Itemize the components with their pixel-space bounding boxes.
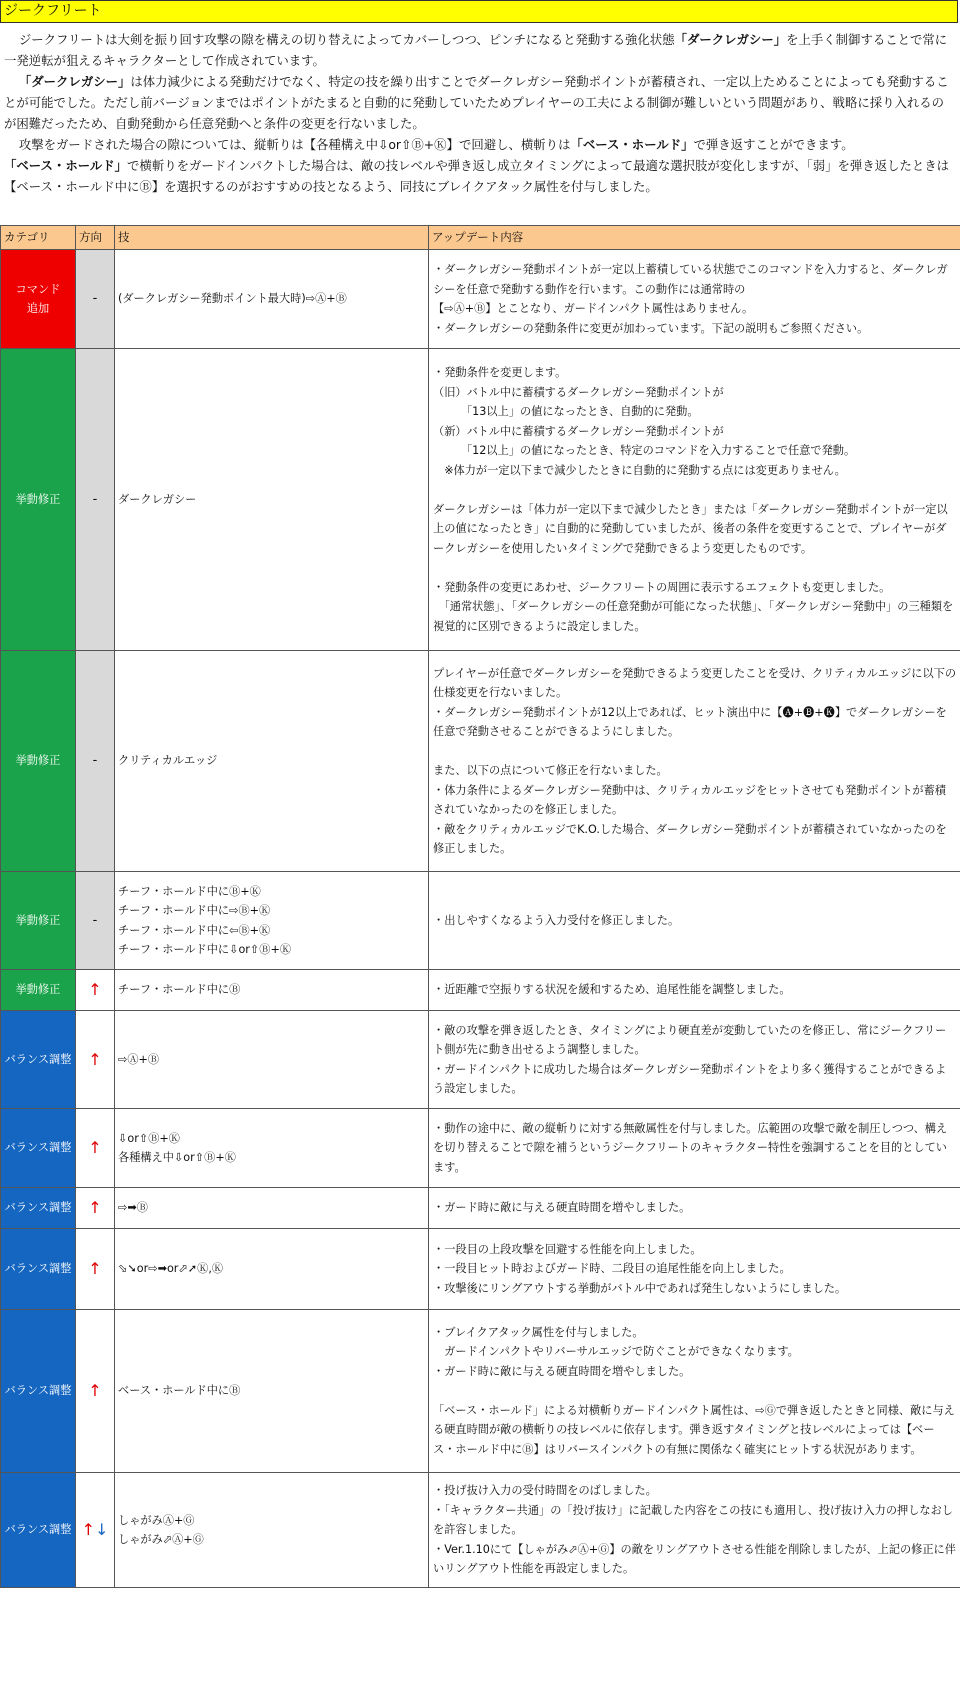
- description-line: 「通常状態」、「ダークレガシーの任意発動が可能になった状態」、「ダークレガシー発動中」の三種類を視覚的に区別できるように設定しました。: [433, 600, 954, 633]
- description-line: プレイヤーが任意でダークレガシーを発動できるよう変更したことを受け、クリティカルエッジに以下の仕様変更を行ないました。: [433, 666, 957, 699]
- update-description-cell: [429, 970, 960, 1011]
- intro-paragraph-2: 「ダークレガシー」は体力減少による発動だけでなく、特定の技を繰り出すことでダークレガシー発動ポイントが蓄積され、一定以上ためることによっても発動することが可能でした。ただし前バージョンまではポイントがたまると自動的に発動していたためプレイヤーの工夫による制御が難しいという問題があり、戦略に採り入れるのが困難だったため、自動発動から任意発動へと条件の変更を行ないました。: [4, 74, 949, 131]
- update-description-cell: [429, 1011, 960, 1109]
- header-category: カテゴリ: [1, 226, 76, 250]
- up-arrow-icon: ↑: [88, 1138, 102, 1158]
- category-cell: コマンド 追加: [1, 250, 76, 349]
- up-arrow-icon: ↑: [88, 1049, 102, 1069]
- description-line: ダークレガシーは「体力が一定以下まで減少したとき」または「ダークレガシー発動ポイントが一定以上の値になったとき」に自動的に発動していましたが、後者の条件を変更することで、プレイヤーがダークレガシーを使用したいタイミングで発動できるよう変更したものです。: [433, 502, 948, 555]
- table-row: [1, 1011, 960, 1109]
- direction-cell: [76, 1188, 115, 1229]
- description-line: ・ダークレガシーの発動条件に変更が加わっています。下記の説明もご参照ください。: [433, 321, 869, 335]
- update-description-cell: [429, 1188, 960, 1229]
- category-cell: 挙動修正: [1, 651, 76, 872]
- table-row: [1, 1310, 960, 1473]
- move-cell: しゃがみⒶ+Ⓖ しゃがみ⬀Ⓐ+Ⓖ: [115, 1473, 429, 1588]
- description-line: ・敵の攻撃を弾き返したとき、タイミングにより硬直差が変動していたのを修正し、常にジークフリート側が先に動き出せるよう調整しました。: [433, 1023, 947, 1056]
- description-line: ・発動条件を変更します。: [433, 366, 567, 379]
- description-line: 「13以上」の値になったとき、自動的に発動。: [433, 405, 699, 418]
- direction-none: -: [92, 291, 98, 307]
- down-arrow-icon: ↓: [95, 1520, 109, 1540]
- move-cell: チーフ・ホールド中にⒷ+Ⓚ チーフ・ホールド中に⇨Ⓑ+Ⓚ チーフ・ホールド中に⇦Ⓑ+Ⓚ チーフ・ホールド中に⇩or⇧Ⓑ+Ⓚ: [115, 872, 429, 970]
- description-line: （旧）バトル中に蓄積するダークレガシー発動ポイントが: [433, 385, 724, 399]
- description-line: また、以下の点について修正を行ないました。: [433, 764, 668, 777]
- table-row: [1, 1229, 960, 1310]
- category-cell: バランス調整: [1, 1188, 76, 1229]
- description-line: ・ガード時に敵に与える硬直時間を増やしました。: [433, 1364, 691, 1378]
- move-cell: ダークレガシー: [115, 349, 429, 651]
- update-description-cell: [429, 872, 960, 970]
- intro-paragraph-1: ジークフリートは大剣を振り回す攻撃の隙を構えの切り替えによってカバーしつつ、ピンチになると発動する強化状態「ダークレガシー」を上手く制御することで常に一発逆転が狙えるキャラクターとして作成されています。: [4, 32, 948, 68]
- category-cell: バランス調整: [1, 1229, 76, 1310]
- description-line: ※体力が一定以下まで減少したときに自動的に発動する点には変更ありません。: [433, 463, 846, 477]
- description-line: ・一段目の上段攻撃を回避する性能を向上しました。: [433, 1242, 702, 1256]
- intro-paragraph-4: 「ベース・ホールド」で横斬りをガードインパクトした場合は、敵の技レベルや弾き返し成立タイミングによって最適な選択肢が変化しますが、「弱」を弾き返したときは【ベース・ホールド中にⒷ】を選択するのがおすすめの技となるよう、同技にブレイクアタック属性を付与しました。: [4, 158, 950, 194]
- table-row: [1, 250, 960, 349]
- category-cell: 挙動修正: [1, 349, 76, 651]
- move-cell: チーフ・ホールド中にⒷ: [115, 970, 429, 1011]
- description-line: ・一段目ヒット時およびガード時、二段目の追尾性能を向上しました。: [433, 1262, 791, 1276]
- description-line: 「12以上」の値になったとき、特定のコマンドを入力することで任意で発動。: [433, 444, 856, 457]
- table-row: [1, 970, 960, 1011]
- up-arrow-icon: ↑: [81, 1520, 95, 1540]
- category-cell: バランス調整: [1, 1473, 76, 1588]
- description-line: ・敵をクリティカルエッジでK.O.した場合、ダークレガシー発動ポイントが蓄積されていなかったのを修正しました。: [433, 822, 947, 855]
- move-cell: ⬂➘or⇨➡or⬀➚Ⓚ,Ⓚ: [115, 1229, 429, 1310]
- description-line: [433, 742, 956, 762]
- update-description-cell: [429, 349, 960, 651]
- direction-cell: [76, 349, 115, 651]
- table-row: [1, 1473, 960, 1588]
- category-cell: バランス調整: [1, 1011, 76, 1109]
- move-cell: (ダークレガシー発動ポイント最大時)⇨Ⓐ+Ⓑ: [115, 250, 429, 349]
- update-description-cell: [429, 1109, 960, 1188]
- up-arrow-icon: ↑: [88, 1198, 102, 1218]
- page-title: ジークフリート: [0, 0, 958, 23]
- description-line: ・Ver.1.10にて【しゃがみ⬀Ⓐ+Ⓖ】の敵をリングアウトさせる性能を削除しましたが、上記の修正に伴いリングアウト性能を再設定しました。: [433, 1542, 956, 1576]
- up-arrow-icon: ↑: [88, 1259, 102, 1279]
- description-line: ・「キャラクター共通」の「投げ抜け」に記載した内容をこの技にも適用し、投げ抜け入力の押しなおしを許容しました。: [433, 1503, 953, 1537]
- move-cell: ⇩or⇧Ⓑ+Ⓚ 各種構え中⇩or⇧Ⓑ+Ⓚ: [115, 1109, 429, 1188]
- direction-cell: [76, 1109, 115, 1188]
- description-line: ・ブレイクアタック属性を付与しました。: [433, 1325, 644, 1339]
- description-line: ・攻撃後にリングアウトする挙動がバトル中であれば発生しないようにしました。: [433, 1281, 847, 1295]
- description-line: 「ベース・ホールド」による対横斬りガードインパクト属性は、⇨Ⓖで弾き返したときと同様、敵に与える硬直時間が敵の横斬りの技レベルに依存します。弾き返すタイミングと技レベルによっては【ベース・ホールド中にⒷ】はリバースインパクトの有無に関係なく確実にヒットする状況があります。: [433, 1403, 955, 1456]
- direction-cell: [76, 970, 115, 1011]
- direction-cell: [76, 1473, 115, 1588]
- description-line: ・投げ抜け入力の受付時間をのばしました。: [433, 1484, 657, 1498]
- description-line: ・ガードインパクトに成功した場合はダークレガシー発動ポイントをより多く獲得することができるよう設定しました。: [433, 1062, 947, 1095]
- intro-paragraph-3: 攻撃をガードされた場合の隙については、縦斬りは【各種構え中⇩or⇧Ⓑ+Ⓚ】で回避し、横斬りは「ベース・ホールド」で弾き返すことができます。: [18, 137, 854, 152]
- up-arrow-icon: ↑: [88, 980, 102, 1000]
- category-cell: 挙動修正: [1, 872, 76, 970]
- table-row: [1, 651, 960, 872]
- up-arrow-icon: ↑: [88, 1381, 102, 1401]
- update-description-cell: [429, 1229, 960, 1310]
- table-row: [1, 1109, 960, 1188]
- category-cell: 挙動修正: [1, 970, 76, 1011]
- header-update: アップデート内容: [429, 226, 960, 250]
- description-line: ・ダークレガシー発動ポイントが12以上であれば、ヒット演出中に【🅐+🅑+🅚】でダークレガシーを任意で発動させることができるようにしました。: [433, 705, 947, 738]
- table-row: [1, 1188, 960, 1229]
- description-line: [433, 1381, 956, 1401]
- description-line: ・発動条件の変更にあわせ、ジークフリートの周囲に表示するエフェクトも変更しました。: [433, 580, 891, 594]
- direction-cell: [76, 1310, 115, 1473]
- category-cell: バランス調整: [1, 1310, 76, 1473]
- direction-cell: [76, 872, 115, 970]
- description-line: ・体力条件によるダークレガシー発動中は、クリティカルエッジをヒットさせても発動ポイントが蓄積されていなかったのを修正しました。: [433, 783, 946, 816]
- table-header-row: [1, 226, 960, 250]
- intro-text: [0, 29, 960, 197]
- description-line: ・ガード時に敵に与える硬直時間を増やしました。: [433, 1201, 691, 1215]
- header-move: 技: [115, 226, 429, 250]
- move-cell: ⇨Ⓐ+Ⓑ: [115, 1011, 429, 1109]
- header-direction: 方向: [76, 226, 115, 250]
- description-line: [433, 480, 956, 500]
- direction-none: -: [92, 491, 98, 507]
- table-row: [1, 349, 960, 651]
- move-cell: クリティカルエッジ: [115, 651, 429, 872]
- update-table: [0, 225, 960, 1588]
- update-description-cell: [429, 1310, 960, 1473]
- description-line: ・近距離で空振りする状況を緩和するため、追尾性能を調整しました。: [433, 983, 791, 997]
- direction-cell: [76, 651, 115, 872]
- move-cell: ⇨➡Ⓑ: [115, 1188, 429, 1229]
- direction-none: -: [92, 753, 98, 769]
- description-line: ・出しやすくなるよう入力受付を修正しました。: [433, 913, 680, 927]
- description-line: 【⇨Ⓐ+Ⓑ】とことなり、ガードインパクト属性はありません。: [433, 302, 754, 315]
- move-cell: ベース・ホールド中にⒷ: [115, 1310, 429, 1473]
- update-description-cell: [429, 651, 960, 872]
- table-row: [1, 872, 960, 970]
- direction-none: -: [92, 912, 98, 928]
- description-line: ・動作の途中に、敵の縦斬りに対する無敵属性を付与しました。広範囲の攻撃で敵を制圧しつつ、構えを切り替えることで隙を補うというジークフリートのキャラクター特性を強調することを目的としています。: [433, 1121, 948, 1174]
- description-line: （新）バトル中に蓄積するダークレガシー発動ポイントが: [433, 424, 724, 438]
- description-line: ガードインパクトやリバーサルエッジで防ぐことができなくなります。: [433, 1345, 799, 1359]
- direction-cell: [76, 250, 115, 349]
- update-description-cell: [429, 1473, 960, 1588]
- direction-cell: [76, 1011, 115, 1109]
- description-line: ・ダークレガシー発動ポイントが一定以上蓄積している状態でこのコマンドを入力すると、ダークレガシーを任意で発動する動作を行います。この動作には通常時の: [433, 263, 948, 296]
- direction-cell: [76, 1229, 115, 1310]
- update-description-cell: [429, 250, 960, 349]
- description-line: [433, 558, 956, 578]
- category-cell: バランス調整: [1, 1109, 76, 1188]
